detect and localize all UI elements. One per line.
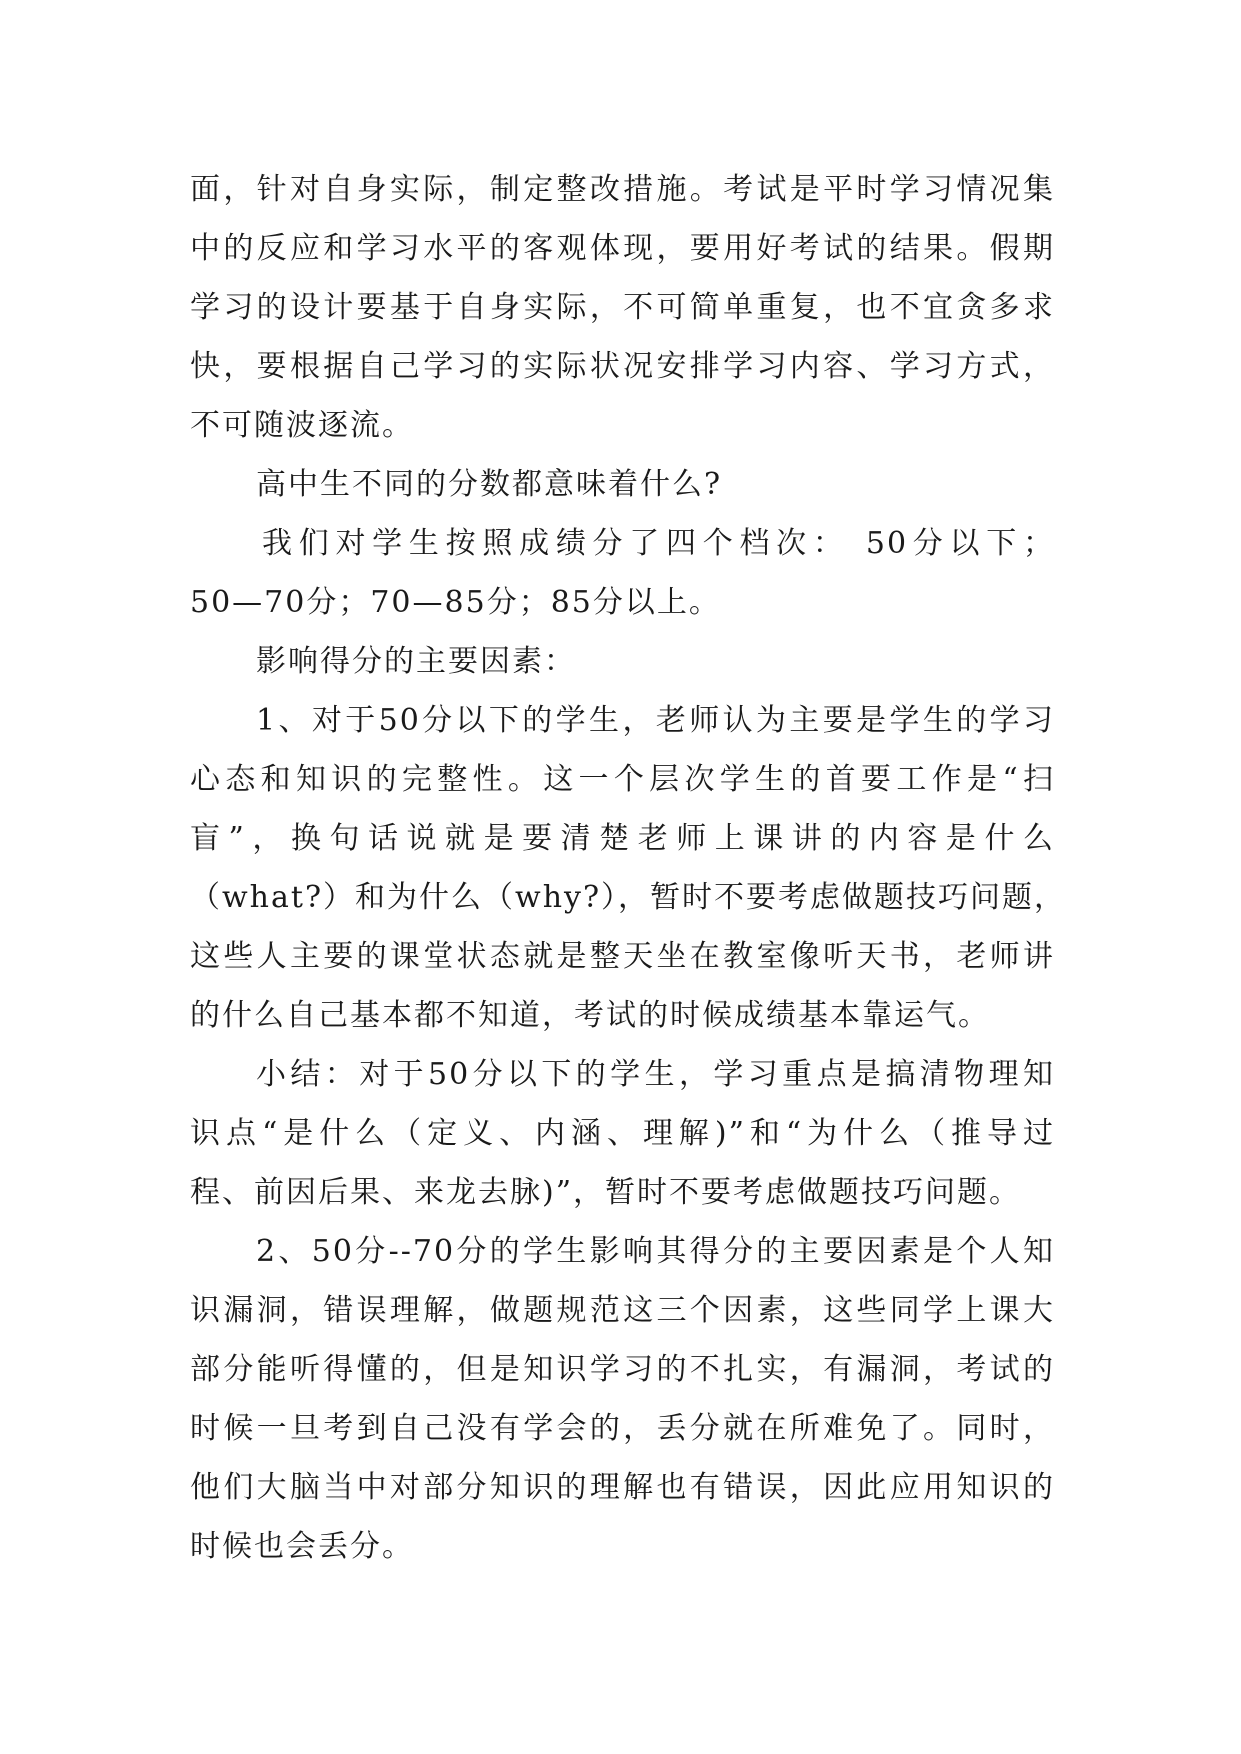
- paragraph-line: 部分能听得懂的，但是知识学习的不扎实，有漏洞，考试的: [190, 1352, 1055, 1387]
- paragraph-line: 2、50分--70分的学生影响其得分的主要因素是个人知: [256, 1234, 1055, 1269]
- paragraph-line: 快，要根据自己学习的实际状况安排学习内容、学习方式，: [190, 349, 1055, 384]
- section-question: 高中生不同的分数都意味着什么?: [256, 467, 723, 502]
- paragraph-line: 识漏洞，错误理解，做题规范这三个因素，这些同学上课大: [190, 1293, 1055, 1328]
- summary-line: 识点“是什么（定义、内涵、理解)”和“为什么（推导过: [190, 1116, 1055, 1151]
- paragraph-line: 这些人主要的课堂状态就是整天坐在教室像听天书，老师讲: [190, 939, 1055, 974]
- paragraph-line: 他们大脑当中对部分知识的理解也有错误，因此应用知识的: [190, 1470, 1055, 1505]
- section-heading: 影响得分的主要因素：: [256, 644, 576, 679]
- paragraph-line: 我们对学生按照成绩分了四个档次： 50分以下；: [262, 526, 1055, 561]
- paragraph-line: 时候也会丢分。: [190, 1529, 414, 1564]
- paragraph-line: 心态和知识的完整性。这一个层次学生的首要工作是“扫: [190, 762, 1055, 797]
- paragraph-line: 的什么自己基本都不知道，考试的时候成绩基本靠运气。: [190, 998, 990, 1033]
- paragraph-line: 50—70分；70—85分；85分以上。: [190, 585, 721, 620]
- document-page: [190, 160, 1067, 1576]
- paragraph-line: 面，针对自身实际，制定整改措施。考试是平时学习情况集: [190, 172, 1055, 207]
- summary-line: 程、前因后果、来龙去脉)”，暂时不要考虑做题技巧问题。: [190, 1175, 1022, 1210]
- paragraph-line: 学习的设计要基于自身实际，不可简单重复，也不宜贪多求: [190, 290, 1055, 325]
- summary-line: 小结：对于50分以下的学生，学习重点是搞清物理知: [256, 1057, 1055, 1092]
- paragraph-line: 中的反应和学习水平的客观体现，要用好考试的结果。假期: [190, 231, 1055, 266]
- paragraph-line: （what?）和为什么（why?），暂时不要考虑做题技巧问题，: [190, 880, 1067, 915]
- paragraph-line: 1、对于50分以下的学生，老师认为主要是学生的学习: [256, 703, 1055, 738]
- paragraph-line: 时候一旦考到自己没有学会的，丢分就在所难免了。同时，: [190, 1411, 1055, 1446]
- paragraph-line: 盲”，换句话说就是要清楚老师上课讲的内容是什么: [190, 821, 1055, 856]
- paragraph-line: 不可随波逐流。: [190, 408, 414, 443]
